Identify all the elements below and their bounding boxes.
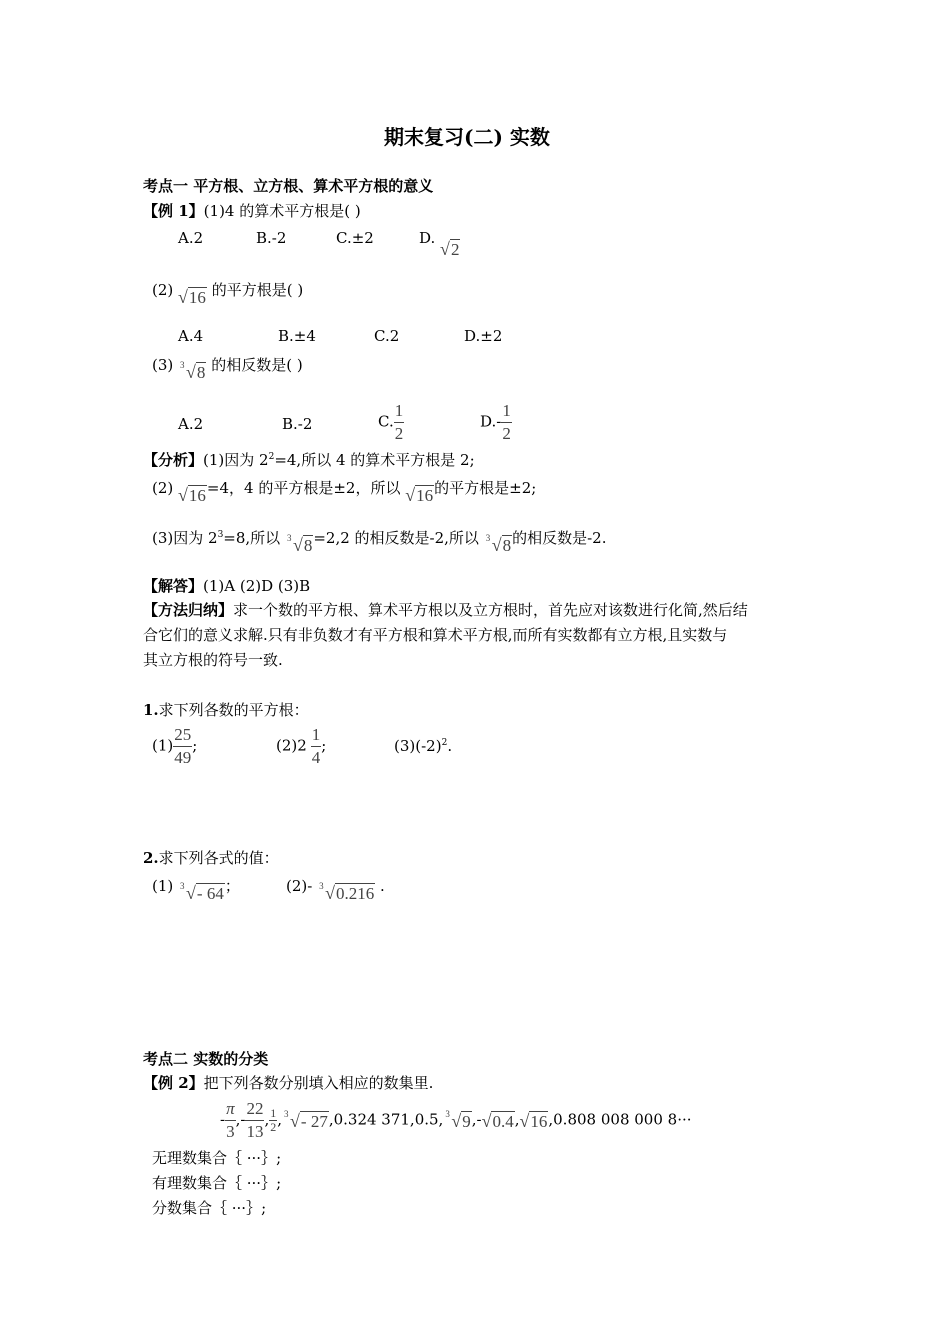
exercise-1-part-2: [276, 724, 326, 769]
separator: ;: [192, 736, 198, 755]
option-label: C.: [378, 412, 394, 431]
separator: ,: [277, 1110, 283, 1129]
option-b: B.-2: [282, 415, 313, 433]
exercise-1-heading: [143, 700, 309, 720]
option-b: B.-2: [256, 229, 287, 247]
analysis-text: =4,所以 4 的算术平方根是 2;: [274, 451, 475, 469]
example-1-question-3: [152, 355, 303, 382]
option-a: A.4: [178, 327, 204, 345]
section-heading-1: 考点一 平方根、立方根、算术平方根的意义: [143, 177, 434, 195]
set-fraction: 分数集合｛ ···｝;: [152, 1199, 267, 1217]
set-rational: 有理数集合｛ ···｝;: [152, 1174, 282, 1192]
page-title: 期末复习(二) 实数: [384, 125, 550, 149]
question-text: 把下列各数分别填入相应的数集里.: [203, 1074, 434, 1092]
exercise-2-part-2: [286, 876, 385, 903]
sqrt-16: √ 16: [405, 485, 434, 505]
example-2-question: [143, 1073, 433, 1093]
part-text: (3)(-2): [394, 737, 442, 755]
option-d: [480, 400, 512, 445]
separator: .: [447, 737, 453, 755]
section-heading-2: 考点二 实数的分类: [143, 1050, 269, 1068]
sign: -: [220, 1110, 226, 1129]
analysis-text: 的平方根是±2;: [434, 479, 537, 497]
exercise-2-part-1: [152, 876, 240, 903]
exponent: 2: [441, 738, 448, 748]
option-d: [419, 228, 460, 259]
number-list: [220, 1098, 692, 1143]
analysis-text: (3)因为 2: [152, 529, 218, 547]
option-c: [378, 400, 404, 445]
option-a: A.2: [178, 229, 204, 247]
number-text: ,0.324 371,0.5,: [328, 1110, 444, 1129]
separator: ,: [514, 1110, 520, 1129]
question-text: (1)4 的算术平方根是( ): [203, 202, 361, 220]
separator: ,: [264, 1110, 270, 1129]
option-d: D.±2: [464, 327, 503, 345]
method-text: 求一个数的平方根、算术平方根以及立方根时，首先应对该数进行化简,然后结: [233, 601, 748, 619]
sqrt-2: √ 2: [440, 239, 460, 259]
analysis-line-1: [143, 450, 475, 470]
exponent: 2: [268, 452, 275, 462]
cube-root-8: 3 √ 8: [286, 533, 313, 555]
option-c: C.2: [374, 327, 400, 345]
cube-root-0216: 3 √ 0.216: [319, 881, 375, 903]
sqrt-16: √ 16: [178, 287, 206, 307]
method-line-2: 合它们的意义求解.只有非负数才有平方根和算术平方根,而所有实数都有立方根,且实数与: [143, 626, 728, 644]
exercise-text: 求下列各式的值：: [158, 849, 279, 867]
sqrt-16: √ 16: [178, 485, 206, 505]
question-text: 的相反数是( ): [211, 356, 303, 374]
sqrt-04: √ 0.4: [481, 1110, 514, 1131]
option-b: B.±4: [278, 327, 316, 345]
question-prefix: (2): [152, 281, 174, 299]
analysis-text: (1)因为 2: [203, 451, 269, 469]
example-1-question-1: [143, 201, 361, 221]
fraction-one-half: $\frac{1}{2}$: [502, 401, 511, 443]
fraction-25-49: $\frac{25}{49}$: [174, 725, 192, 767]
option-label: D.: [419, 229, 436, 247]
number-text: ,0.808 008 000 8···: [548, 1110, 692, 1129]
separator: .: [380, 877, 385, 895]
option-a: A.2: [178, 415, 204, 433]
cube-root-8: 3 √ 8: [180, 360, 206, 382]
separator: ；: [224, 877, 240, 895]
question-prefix: (3): [152, 356, 174, 374]
exercise-number: 1.: [143, 701, 159, 719]
fraction-one-half: $\frac{1}{2}$: [394, 401, 404, 443]
question-text: 的平方根是( ): [211, 281, 304, 299]
separator: ;: [321, 736, 327, 755]
answer-tag: 【解答】: [143, 577, 204, 595]
fraction-22-13: $\frac{22}{13}$: [246, 1099, 264, 1141]
method-tag: 【方法归纳】: [143, 601, 234, 619]
cube-root-8: 3 √ 8: [485, 533, 512, 555]
analysis-text: =4，4 的平方根是±2，所以: [206, 479, 401, 497]
exponent: 3: [217, 530, 224, 540]
part-prefix: (2)2: [276, 736, 307, 755]
option-label: D.-: [480, 412, 502, 431]
sqrt-16: √ 16: [519, 1110, 548, 1131]
answer-line: [143, 576, 310, 596]
separator: ,-: [235, 1110, 246, 1129]
analysis-text: =2,2 的相反数是-2,所以: [313, 529, 479, 547]
analysis-text: (2): [152, 479, 174, 497]
exercise-2-heading: [143, 848, 279, 868]
analysis-line-2: [152, 478, 537, 505]
analysis-text: =8,所以: [223, 529, 281, 547]
part-prefix: (1): [152, 736, 174, 755]
answer-text: (1)A (2)D (3)B: [203, 577, 311, 595]
cube-root-9: 3 √ 9: [445, 1108, 471, 1131]
part-prefix: (2)-: [286, 877, 313, 895]
cube-root-neg-64: 3 √ - 64: [180, 881, 224, 903]
method-line-1: [143, 600, 748, 620]
fraction-pi-over-3: $\frac{\pi}{3}$: [226, 1099, 235, 1141]
exercise-text: 求下列各数的平方根：: [158, 701, 309, 719]
part-prefix: (1): [152, 877, 174, 895]
method-line-3: 其立方根的符号一致.: [143, 651, 283, 669]
set-irrational: 无理数集合｛ ···｝;: [152, 1149, 282, 1167]
exercise-1-part-3: [394, 736, 452, 756]
analysis-text: 的相反数是-2.: [512, 529, 607, 547]
cube-root-neg-27: 3 √ - 27: [284, 1108, 328, 1131]
analysis-line-3: [152, 528, 607, 555]
example-tag: 【例 2】: [143, 1074, 204, 1092]
fraction-one-quarter: $\frac{1}{4}$: [311, 725, 321, 767]
option-c: C.±2: [336, 229, 374, 247]
analysis-tag: 【分析】: [143, 451, 204, 469]
exercise-number: 2.: [143, 849, 159, 867]
example-1-question-2: [152, 280, 304, 307]
example-tag: 【例 1】: [143, 202, 204, 220]
exercise-1-part-1: [152, 724, 197, 769]
fraction-one-half-small: $\frac{1}{2}$: [270, 1106, 277, 1134]
separator: ,-: [471, 1110, 482, 1129]
